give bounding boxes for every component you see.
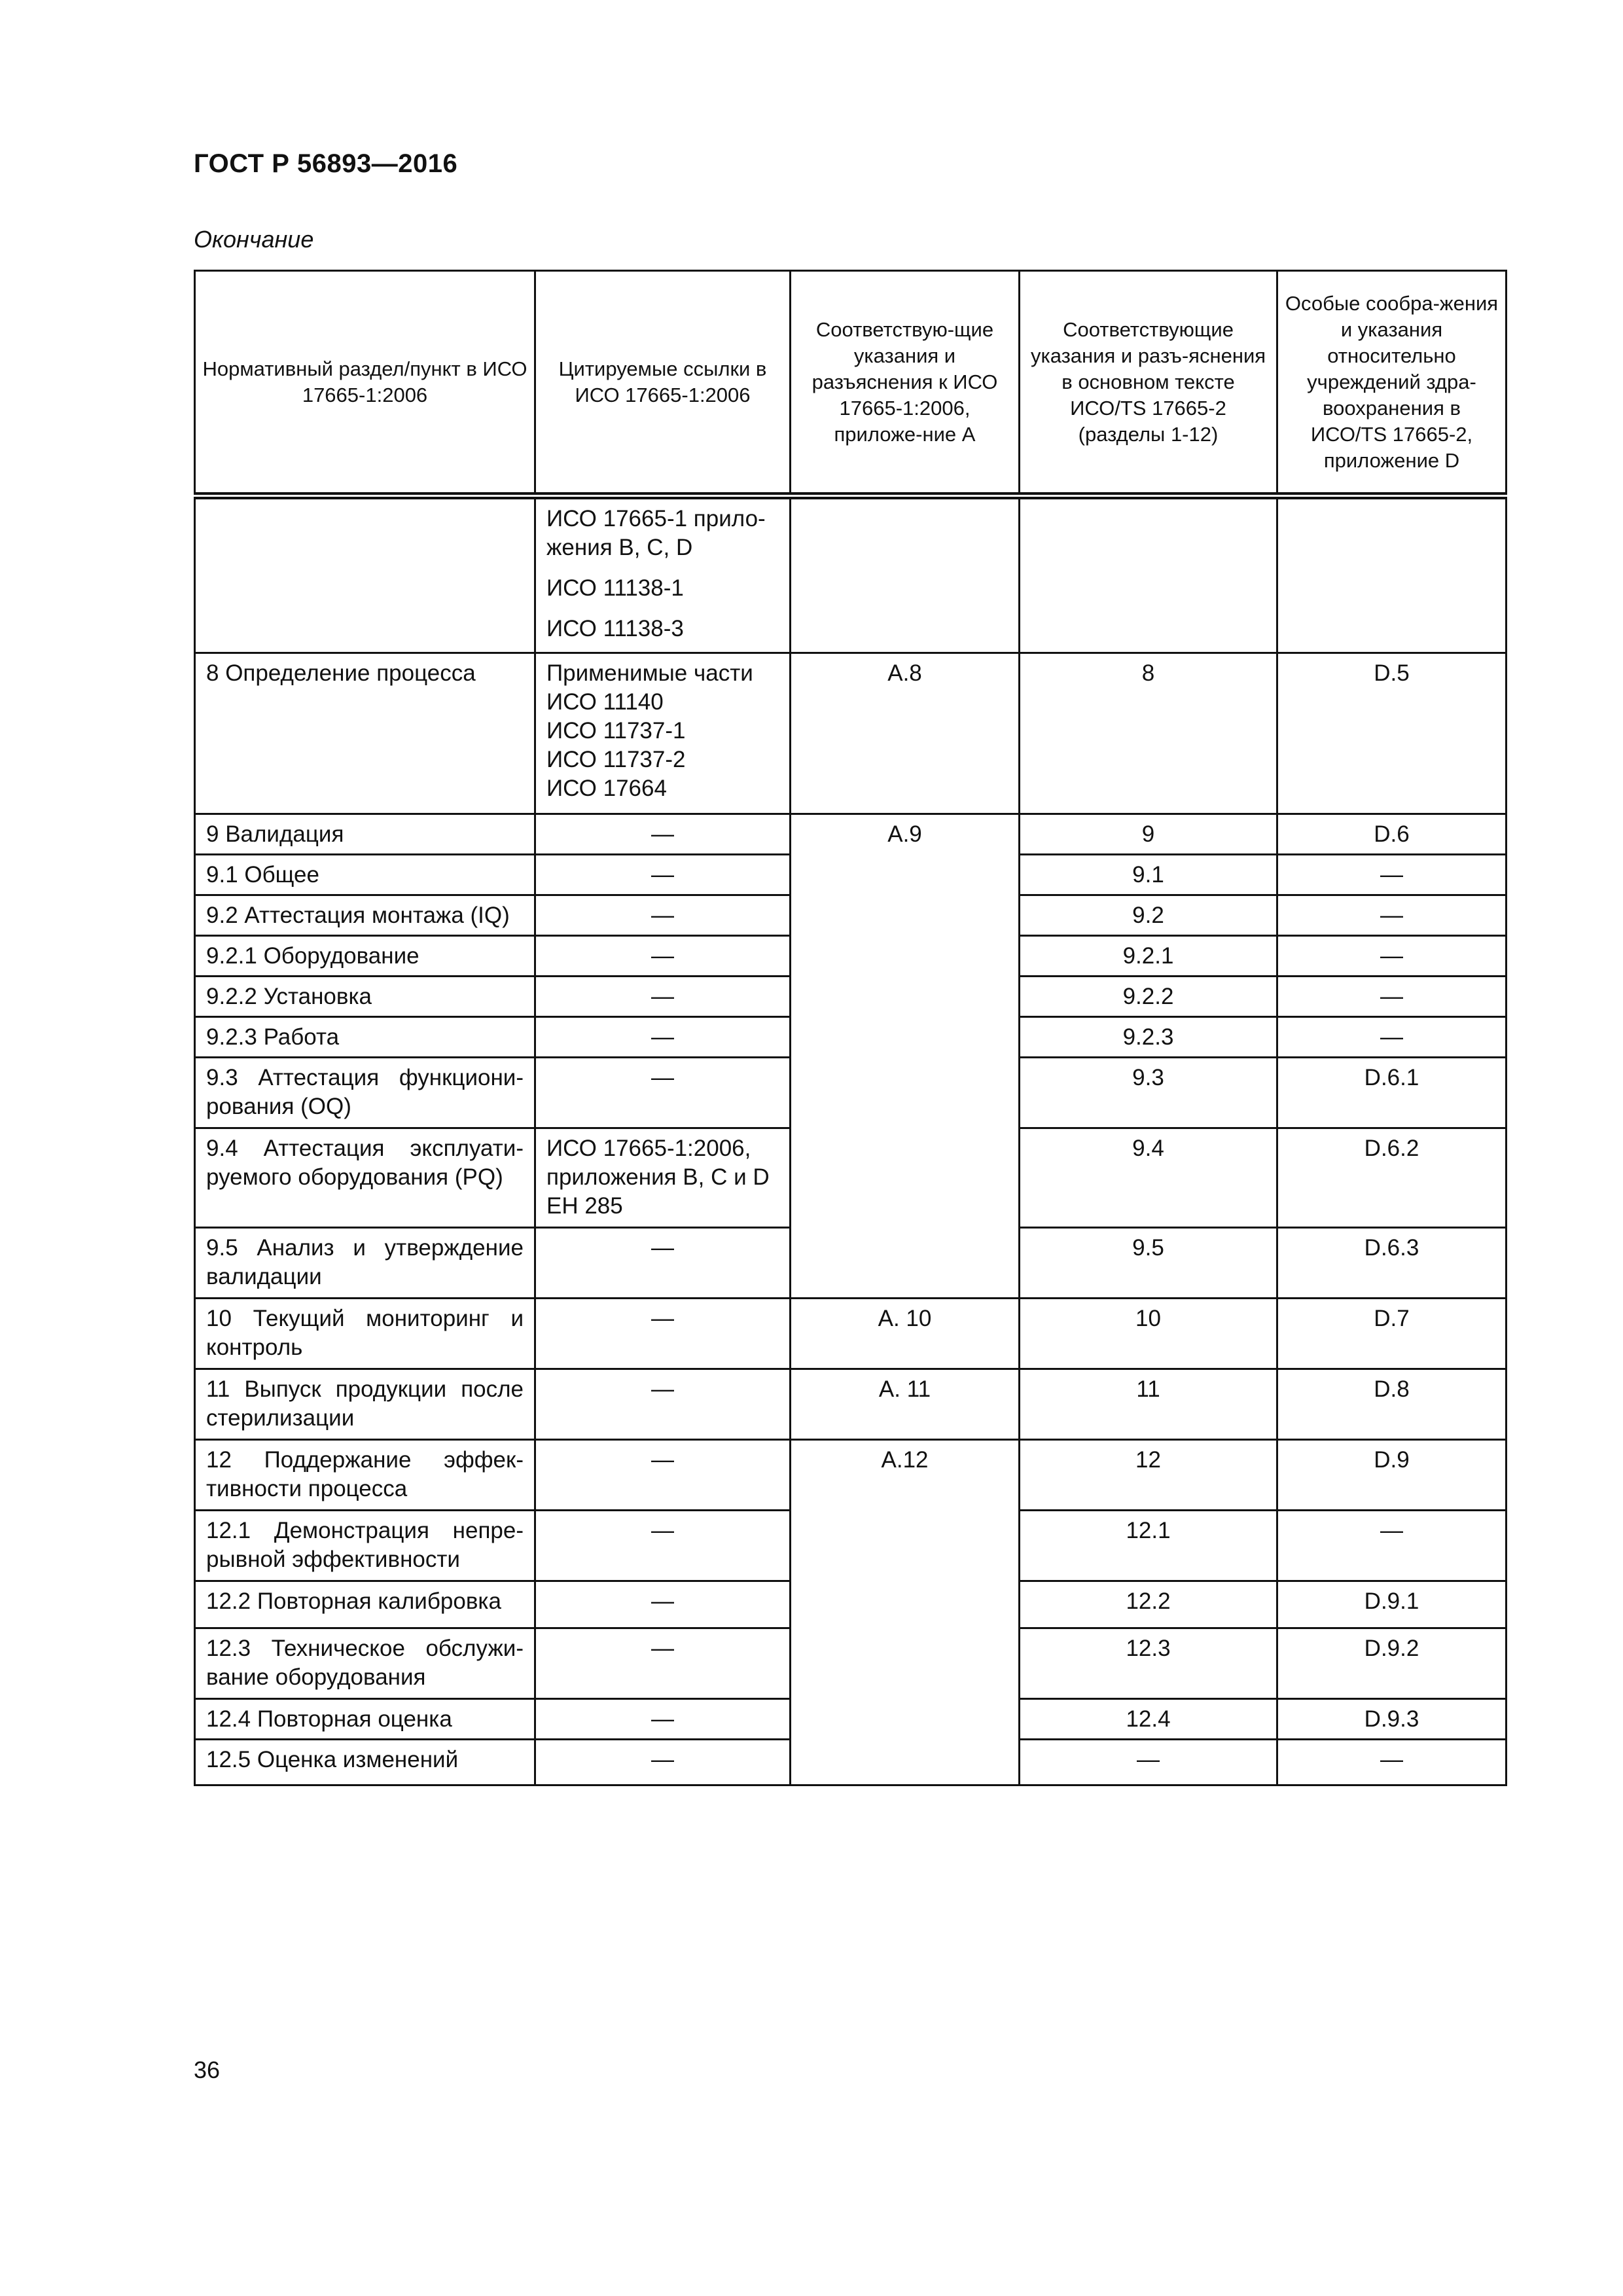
table-row xyxy=(195,496,1507,653)
column-header: Соответствующие указания и разъ-яснения в основном тексте ИСО/TS 17665-2 (разделы 1-12) xyxy=(1020,271,1277,496)
ref-line: ИСО 11737-1 xyxy=(546,718,686,744)
refs-cell xyxy=(535,653,791,814)
annex-d-cell: — xyxy=(1277,855,1507,895)
main-text-cell: 9.2 xyxy=(1020,895,1277,936)
annex-a-cell: А. 11 xyxy=(791,1369,1020,1440)
main-text-cell: 12.3 xyxy=(1020,1628,1277,1699)
section-cell: 11 Выпуск продукции после стерилизации xyxy=(195,1369,535,1440)
main-text-cell: 9.4 xyxy=(1020,1128,1277,1228)
ref-line: ЕН 285 xyxy=(546,1193,623,1219)
refs-cell: — xyxy=(535,1740,791,1785)
main-text-cell: 12.1 xyxy=(1020,1511,1277,1581)
annex-a-merged-cell: А.12 xyxy=(791,1440,1020,1785)
ref-line: ИСО 11138-3 xyxy=(546,616,684,641)
refs-cell: — xyxy=(535,1058,791,1128)
table-row xyxy=(195,1299,1507,1369)
section-cell: 9.2.1 Оборудование xyxy=(195,936,535,977)
annex-d-cell: D.6.1 xyxy=(1277,1058,1507,1128)
section-cell: 10 Текущий мониторинг и контроль xyxy=(195,1299,535,1369)
annex-d-cell: — xyxy=(1277,1017,1507,1058)
table-header-row xyxy=(195,271,1507,496)
main-text-cell: 9.2.3 xyxy=(1020,1017,1277,1058)
annex-d-cell: D.7 xyxy=(1277,1299,1507,1369)
continuation-label: Окончание xyxy=(194,226,314,253)
section-cell: 9 Валидация xyxy=(195,814,535,855)
refs-cell xyxy=(535,1128,791,1228)
main-text-cell: 9.2.2 xyxy=(1020,977,1277,1017)
main-text-cell: 10 xyxy=(1020,1299,1277,1369)
main-text-cell: 12.2 xyxy=(1020,1581,1277,1628)
main-text-cell: 8 xyxy=(1020,653,1277,814)
refs-cell: — xyxy=(535,1228,791,1299)
main-text-cell: 9.1 xyxy=(1020,855,1277,895)
ref-line: ИСО 11737-2 xyxy=(546,747,686,772)
main-text-cell: 9.5 xyxy=(1020,1228,1277,1299)
ref-line: жения B, C, D xyxy=(546,535,693,560)
main-text-cell: 9.3 xyxy=(1020,1058,1277,1128)
column-header: Нормативный раздел/пункт в ИСО 17665-1:2006 xyxy=(195,271,535,496)
annex-a-cell xyxy=(791,496,1020,653)
section-cell: 12.1 Демонстрация непре-рывной эффективности xyxy=(195,1511,535,1581)
section-cell: 9.2.2 Установка xyxy=(195,977,535,1017)
refs-cell: — xyxy=(535,1511,791,1581)
section-cell: 8 Определение процесса xyxy=(195,653,535,814)
refs-cell: — xyxy=(535,1440,791,1511)
section-cell: 12 Поддержание эффек-тивности процесса xyxy=(195,1440,535,1511)
section-cell: 9.2.3 Работа xyxy=(195,1017,535,1058)
table-row xyxy=(195,814,1507,855)
column-header: Соответствую-щие указания и разъяснения к ИСО 17665-1:2006, приложе-ние А xyxy=(791,271,1020,496)
ref-line: ИСО 17665-1 прило- xyxy=(546,506,766,531)
refs-cell: — xyxy=(535,814,791,855)
ref-line: приложения B, C и D xyxy=(546,1164,770,1190)
annex-d-cell: D.6.2 xyxy=(1277,1128,1507,1228)
annex-d-cell: — xyxy=(1277,1511,1507,1581)
section-cell: 9.3 Аттестация функциони-рования (OQ) xyxy=(195,1058,535,1128)
refs-cell: — xyxy=(535,1017,791,1058)
main-text-cell xyxy=(1020,496,1277,653)
ref-line: ИСО 17665-1:2006, xyxy=(546,1136,751,1161)
refs-cell: — xyxy=(535,895,791,936)
main-text-cell: 9.2.1 xyxy=(1020,936,1277,977)
refs-cell: — xyxy=(535,1628,791,1699)
table-row xyxy=(195,1440,1507,1511)
annex-d-cell xyxy=(1277,496,1507,653)
annex-a-cell: А.8 xyxy=(791,653,1020,814)
main-text-cell: 12.4 xyxy=(1020,1699,1277,1740)
refs-cell: — xyxy=(535,1369,791,1440)
section-cell: 9.2 Аттестация монтажа (IQ) xyxy=(195,895,535,936)
refs-cell xyxy=(535,496,791,653)
section-cell: 9.5 Анализ и утверждение валидации xyxy=(195,1228,535,1299)
section-cell: 9.4 Аттестация эксплуати-руемого оборудования (PQ) xyxy=(195,1128,535,1228)
annex-d-cell: D.5 xyxy=(1277,653,1507,814)
page-number: 36 xyxy=(194,2056,221,2083)
annex-d-cell: D.6.3 xyxy=(1277,1228,1507,1299)
ref-line: ИСО 11138-1 xyxy=(546,575,684,601)
section-cell: 12.4 Повторная оценка xyxy=(195,1699,535,1740)
refs-cell: — xyxy=(535,855,791,895)
refs-cell: — xyxy=(535,936,791,977)
section-cell: 12.3 Техническое обслужи-вание оборудования xyxy=(195,1628,535,1699)
correspondence-table xyxy=(194,270,1507,1786)
annex-a-cell: А. 10 xyxy=(791,1299,1020,1369)
refs-cell: — xyxy=(535,977,791,1017)
main-text-cell: 9 xyxy=(1020,814,1277,855)
table-row xyxy=(195,653,1507,814)
annex-d-cell: D.9.3 xyxy=(1277,1699,1507,1740)
section-cell xyxy=(195,496,535,653)
main-text-cell: 11 xyxy=(1020,1369,1277,1440)
refs-cell: — xyxy=(535,1581,791,1628)
main-text-cell: 12 xyxy=(1020,1440,1277,1511)
main-text-cell: — xyxy=(1020,1740,1277,1785)
section-cell: 12.2 Повторная калибровка xyxy=(195,1581,535,1628)
section-cell: 12.5 Оценка изменений xyxy=(195,1740,535,1785)
ref-line: ИСО 11140 xyxy=(546,689,664,715)
ref-line: Применимые части xyxy=(546,660,753,686)
refs-cell: — xyxy=(535,1699,791,1740)
annex-d-cell: — xyxy=(1277,895,1507,936)
annex-d-cell: — xyxy=(1277,977,1507,1017)
annex-d-cell: — xyxy=(1277,936,1507,977)
section-cell: 9.1 Общее xyxy=(195,855,535,895)
refs-cell: — xyxy=(535,1299,791,1369)
annex-d-cell: — xyxy=(1277,1740,1507,1785)
annex-d-cell: D.8 xyxy=(1277,1369,1507,1440)
column-header: Особые сообра-жения и указания относительно учреждений здра-воохранения в ИСО/TS 17665-2, приложение D xyxy=(1277,271,1507,496)
column-header: Цитируемые ссылки в ИСО 17665-1:2006 xyxy=(535,271,791,496)
annex-a-merged-cell: А.9 xyxy=(791,814,1020,1299)
annex-d-cell: D.9.1 xyxy=(1277,1581,1507,1628)
document-code: ГОСТ Р 56893—2016 xyxy=(194,149,458,178)
annex-d-cell: D.6 xyxy=(1277,814,1507,855)
ref-line: ИСО 17664 xyxy=(546,776,667,801)
table-row xyxy=(195,1369,1507,1440)
annex-d-cell: D.9.2 xyxy=(1277,1628,1507,1699)
annex-d-cell: D.9 xyxy=(1277,1440,1507,1511)
